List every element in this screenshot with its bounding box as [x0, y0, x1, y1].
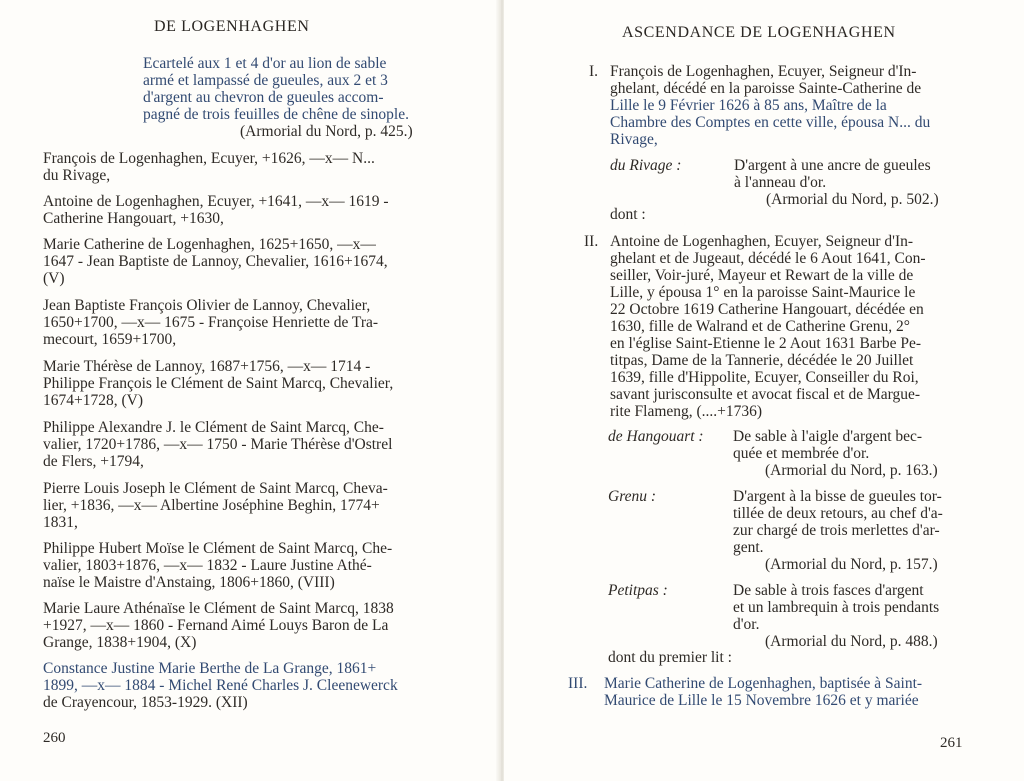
arms-reference: (Armorial du Nord, p. 157.) — [765, 556, 938, 573]
entry-line: Grange, 1838+1904, (X) — [43, 634, 197, 651]
entry-line: Marie Catherine de Logenhaghen, 1625+1650, —x— — [43, 236, 376, 253]
entry-line: Pierre Louis Joseph le Clément de Saint Marcq, Cheva- — [43, 480, 388, 497]
dont-label: dont : — [610, 206, 646, 223]
section-line: 22 Octobre 1619 Catherine Hangouart, décédée en — [610, 301, 924, 318]
entry-line: Philippe François le Clément de Saint Marcq, Chevalier, — [43, 375, 394, 392]
entry-line: (V) — [43, 270, 65, 287]
section-line: 1639, fille d'Hippolite, Ecuyer, Conseiller du Roi, — [610, 369, 919, 386]
entry-line: Philippe Alexandre J. le Clément de Saint Marcq, Che- — [43, 419, 384, 436]
entry-line: valier, 1803+1876, —x— 1832 - Laure Justine Athé- — [43, 557, 372, 574]
entry-line: lier, +1836, —x— Albertine Joséphine Beghin, 1774+ — [43, 497, 380, 514]
entry-line: valier, 1720+1786, —x— 1750 - Marie Thérèse d'Ostrel — [43, 436, 393, 453]
arms-line: De sable à trois fasces d'argent — [733, 582, 924, 599]
right-page-title: ASCENDANCE DE LOGENHAGHEN — [622, 24, 896, 41]
section-line: Lille le 9 Février 1626 à 85 ans, Maître de la — [610, 97, 887, 114]
entry-line: Catherine Hangouart, +1630, — [43, 210, 224, 227]
arms-name-grenu: Grenu : — [608, 488, 657, 505]
entry-line: Philippe Hubert Moïse le Clément de Saint Marcq, Che- — [43, 540, 393, 557]
section-line: ghelant et de Jugeaut, décédé le 6 Aout 1641, Con- — [610, 250, 926, 267]
left-page-title: DE LOGENHAGHEN — [154, 18, 310, 35]
generation-numeral: I. — [589, 63, 599, 80]
arms-line: Ecartelé aux 1 et 4 d'or au lion de sable — [143, 55, 387, 72]
section-line: Lille, y épousa 1° en la paroisse Saint-Maurice le — [610, 284, 916, 301]
section-line: en l'église Saint-Etienne le 2 Aout 1631 Barbe Pe- — [610, 335, 921, 352]
arms-line: D'argent à la bisse de gueules tor- — [733, 488, 942, 505]
arms-line: De sable à l'aigle d'argent bec- — [733, 428, 923, 445]
arms-line: gent. — [733, 539, 764, 556]
entry-line: Antoine de Logenhaghen, Ecuyer, +1641, —x— 1619 - — [43, 193, 389, 210]
entry-line: mecourt, 1659+1700, — [43, 331, 177, 348]
entry-line: +1927, —x— 1860 - Fernand Aimé Louys Baron de La — [43, 617, 389, 634]
left-page — [0, 0, 498, 781]
arms-line: pagné de trois feuilles de chêne de sinople. — [143, 106, 409, 123]
section-line: Marie Catherine de Logenhaghen, baptisée à Saint- — [604, 675, 923, 692]
arms-line: d'argent au chevron de gueules accom- — [143, 89, 384, 106]
section-line: seiller, Voir-juré, Mayeur et Rewart de la ville de — [610, 267, 914, 284]
section-line: savant jurisconsulte et avocat fiscal et de Margue- — [610, 386, 921, 403]
section-line: titpas, Dame de la Tannerie, décédée le 20 Juillet — [610, 352, 914, 369]
section-line: Chambre des Comptes en cette ville, épousa N... du — [610, 114, 931, 131]
section-line: Antoine de Logenhaghen, Ecuyer, Seigneur d'In- — [610, 233, 914, 250]
arms-line: et un lambrequin à trois pendants — [733, 599, 940, 616]
entry-line: du Rivage, — [43, 167, 111, 184]
entry-line: Constance Justine Marie Berthe de La Grange, 1861+ — [43, 660, 377, 677]
entry-line: Marie Thérèse de Lannoy, 1687+1756, —x— 1714 - — [43, 358, 371, 375]
arms-reference: (Armorial du Nord, p. 425.) — [240, 123, 413, 140]
arms-line: zur chargé de trois merlettes d'ar- — [733, 522, 940, 539]
arms-reference: (Armorial du Nord, p. 488.) — [765, 633, 938, 650]
right-page — [504, 0, 1024, 781]
arms-name-du-rivage: du Rivage : — [610, 157, 682, 174]
generation-numeral: III. — [568, 675, 588, 692]
generation-numeral: II. — [584, 233, 599, 250]
arms-line: D'argent à une ancre de gueules — [734, 157, 931, 174]
entry-line: 1647 - Jean Baptiste de Lannoy, Chevalier, 1616+1674, — [43, 253, 388, 270]
entry-line: 1674+1728, (V) — [43, 392, 144, 409]
arms-line: tillée de deux retours, au chef d'a- — [733, 505, 943, 522]
section-line: ghelant, décédé en la paroisse Sainte-Catherine de — [610, 80, 922, 97]
entry-line: François de Logenhaghen, Ecuyer, +1626, —x— N... — [43, 150, 375, 167]
arms-reference: (Armorial du Nord, p. 163.) — [765, 462, 938, 479]
entry-line: 1831, — [43, 514, 78, 531]
section-line: Rivage, — [610, 131, 658, 148]
arms-name-hangouart: de Hangouart : — [608, 428, 704, 445]
section-line: 1630, fille de Walrand et de Catherine Grenu, 2° — [610, 318, 910, 335]
entry-line: 1899, —x— 1884 - Michel René Charles J. Cleenewerck — [43, 677, 398, 694]
arms-line: quée et membrée d'or. — [733, 445, 870, 462]
section-line: Maurice de Lille le 15 Novembre 1626 et y mariée — [604, 692, 919, 709]
arms-name-petitpas: Petitpas : — [608, 582, 668, 599]
entry-line: 1650+1700, —x— 1675 - Françoise Henriette de Tra- — [43, 314, 379, 331]
arms-reference: (Armorial du Nord, p. 502.) — [766, 191, 939, 208]
page-number: 261 — [940, 735, 963, 751]
entry-line: Jean Baptiste François Olivier de Lannoy, Chevalier, — [43, 297, 371, 314]
entry-line: naïse le Maistre d'Anstaing, 1806+1860, (VIII) — [43, 574, 335, 591]
arms-line: d'or. — [733, 616, 760, 633]
entry-line: Marie Laure Athénaïse le Clément de Saint Marcq, 1838 — [43, 600, 394, 617]
page-number: 260 — [43, 730, 66, 746]
entry-line: de Flers, +1794, — [43, 453, 144, 470]
section-line: rite Flameng, (....+1736) — [610, 403, 763, 420]
arms-line: à l'anneau d'or. — [734, 174, 827, 191]
section-line: François de Logenhaghen, Ecuyer, Seigneur d'In- — [610, 63, 917, 80]
dont-label: dont du premier lit : — [608, 649, 732, 666]
entry-line: de Crayencour, 1853-1929. (XII) — [43, 694, 248, 711]
arms-line: armé et lampassé de gueules, aux 2 et 3 — [143, 72, 388, 89]
